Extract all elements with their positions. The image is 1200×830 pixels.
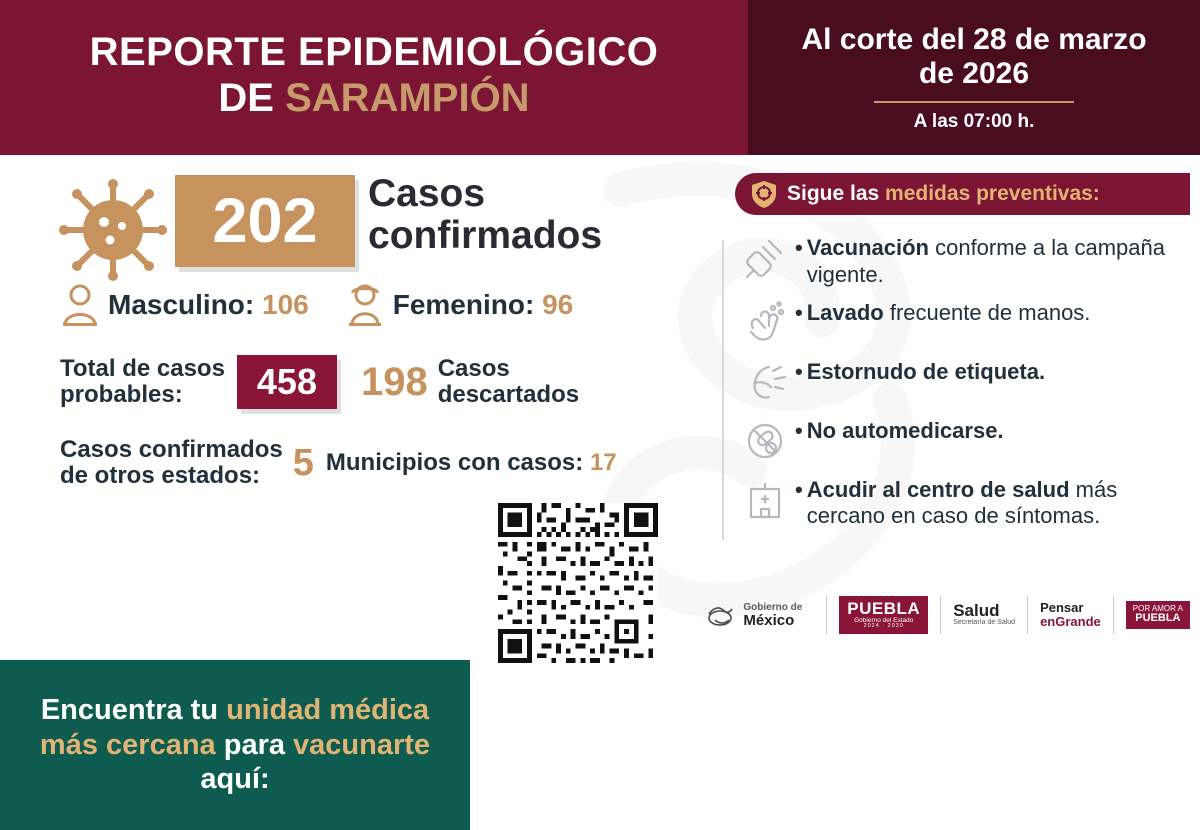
amor-line2: PUEBLA — [1135, 612, 1181, 625]
bullet-point: • — [795, 235, 803, 260]
prevention-item-text — [807, 475, 1197, 531]
prevention-item-rest: frecuente de manos. — [883, 299, 1091, 325]
puebla-name: PUEBLA — [847, 598, 921, 618]
other-states-value: 5 — [292, 441, 314, 484]
prevention-item-bold: Acudir al centro de salud — [806, 476, 1070, 502]
prevention-item-bold: Estornudo de etiqueta. — [806, 358, 1046, 384]
logo-separator — [1113, 596, 1114, 634]
logo-separator — [940, 596, 941, 634]
header-cutoff-block — [748, 0, 1200, 155]
puebla-years: 2024 · 2030 — [863, 623, 904, 630]
female-label: Femenino: — [392, 289, 535, 320]
logo-separator — [1027, 596, 1028, 634]
gender-breakdown — [60, 283, 680, 327]
footer-logos — [690, 580, 1190, 650]
qr-code[interactable] — [498, 503, 658, 663]
find-clinic-part2: unidad médica más cercana — [39, 693, 430, 761]
prevention-banner-text — [787, 182, 1100, 206]
find-clinic-part3: para — [215, 728, 294, 761]
prevention-list — [739, 233, 1197, 539]
male-value: 106 — [262, 289, 309, 320]
prevention-item — [739, 357, 1197, 407]
logo-separator — [826, 596, 827, 634]
cutoff-divider — [874, 101, 1074, 103]
probable-and-discarded-row — [60, 355, 579, 409]
bullet-point: • — [795, 417, 803, 443]
male-person-icon — [60, 283, 100, 327]
find-clinic-part5: aquí: — [200, 763, 270, 796]
prevention-item-bold: No automedicarse. — [806, 417, 1004, 443]
find-clinic-part4: vacunarte — [293, 728, 431, 761]
virus-icon — [58, 180, 168, 280]
pensar-line2: enGrande — [1040, 614, 1101, 629]
discarded-cases-value: 198 — [360, 359, 428, 404]
find-clinic-part1: Encuentra tu — [40, 693, 227, 726]
gob-small-text: Gobierno de — [743, 601, 803, 613]
female-person-icon — [345, 283, 385, 327]
prevention-item-text — [807, 298, 1091, 327]
prevention-banner-prefix: Sigue las — [787, 182, 886, 205]
column-divider — [722, 240, 724, 540]
municipalities-value: 17 — [589, 449, 617, 477]
report-title-line1: REPORTE EPIDEMIOLÓGICO — [89, 29, 659, 74]
prevention-item — [739, 416, 1197, 466]
find-clinic-text — [25, 693, 445, 797]
municipalities-label: Municipios con casos: — [325, 449, 584, 477]
salud-name: Salud — [953, 601, 1000, 621]
handwash-icon — [739, 298, 791, 348]
report-title-line2 — [218, 77, 529, 119]
logo-pensar-en-grande — [1040, 601, 1101, 628]
prevention-item-rest: más cercano en caso de síntomas. — [806, 476, 1118, 529]
header-title-block — [0, 0, 748, 155]
qr-code-image[interactable] — [498, 503, 658, 663]
bullet-point: • — [795, 299, 803, 325]
syringe-icon — [739, 233, 791, 283]
logo-por-amor-a-puebla — [1126, 601, 1190, 630]
prevention-item-text — [807, 416, 1004, 445]
female-stat — [393, 289, 574, 321]
probable-cases-label: Total de casos probables: — [60, 354, 225, 408]
header — [0, 0, 1200, 155]
prevention-item-bold: Lavado — [806, 299, 884, 325]
eagle-icon — [703, 598, 737, 632]
find-clinic-banner — [0, 660, 470, 830]
male-label: Masculino: — [108, 289, 255, 320]
logo-gobierno-mexico — [703, 598, 814, 632]
prevention-banner — [735, 173, 1190, 215]
confirmed-cases-number: 202 — [212, 185, 318, 256]
report-title-disease: SARAMPIÓN — [285, 75, 530, 120]
prevention-item — [739, 475, 1197, 531]
bullet-point: • — [795, 476, 803, 502]
shield-icon — [749, 179, 779, 209]
prevention-item — [739, 298, 1197, 348]
prevention-item-text — [807, 233, 1197, 289]
cutoff-date: Al corte del 28 de marzo de 2026 — [801, 22, 1147, 90]
salud-subtitle: Secretaría de Salud — [953, 619, 1016, 627]
prevention-item-text — [807, 357, 1045, 386]
cutoff-time: A las 07:00 h. — [913, 110, 1035, 132]
report-title-de: DE — [218, 75, 286, 120]
prevention-item — [739, 233, 1197, 289]
other-states-label: Casos confirmados de otros estados: — [60, 436, 283, 490]
male-stat — [108, 289, 309, 321]
amor-line1: POR AMOR A — [1132, 603, 1183, 613]
logo-puebla — [839, 596, 928, 634]
probable-cases-box — [237, 355, 337, 409]
prevention-item-rest: conforme a la campaña vigente. — [806, 235, 1166, 287]
female-value: 96 — [542, 289, 574, 320]
probable-cases-value: 458 — [256, 361, 317, 402]
bullet-point: • — [795, 358, 803, 384]
puebla-subtitle: Gobierno del Estado — [854, 616, 914, 624]
confirmed-cases-label: Casos confirmados — [368, 172, 603, 258]
sneeze-icon — [739, 357, 791, 407]
prevention-item-bold: Vacunación — [806, 235, 929, 260]
discarded-cases-label: Casos descartados — [437, 354, 580, 408]
prevention-banner-highlight: medidas preventivas: — [885, 182, 1100, 205]
pensar-line1: Pensar — [1040, 600, 1084, 616]
logo-salud — [953, 602, 1015, 627]
confirmed-cases-box — [175, 175, 355, 267]
other-states-row — [60, 437, 617, 490]
no-pills-icon — [739, 416, 791, 466]
municipalities-stat — [326, 449, 617, 477]
gob-big-text: México — [743, 611, 795, 629]
hospital-icon — [739, 475, 791, 525]
